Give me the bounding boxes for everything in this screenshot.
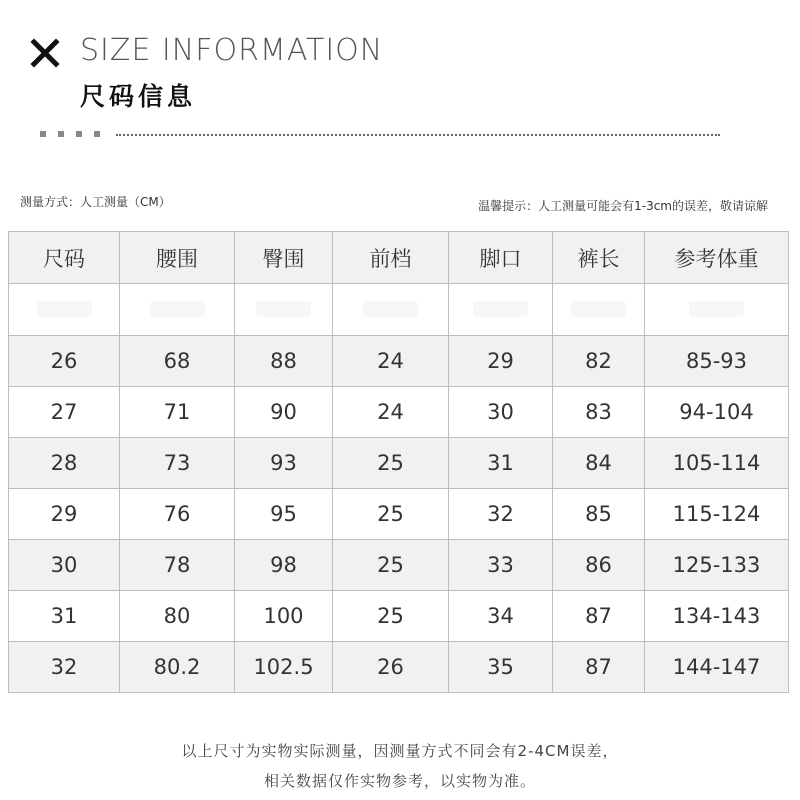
size-table [8,231,789,693]
table-cell: 88 [235,336,333,387]
table-row [9,387,789,438]
blank-cell [120,284,235,336]
table-cell: 30 [9,540,120,591]
blank-cell [645,284,789,336]
column-header: 尺码 [9,232,120,284]
table-cell: 93 [235,438,333,489]
table-cell: 68 [120,336,235,387]
table-row [9,336,789,387]
table-cell: 29 [449,336,553,387]
table-cell: 29 [9,489,120,540]
table-cell: 100 [235,591,333,642]
table-cell: 73 [120,438,235,489]
table-cell: 32 [9,642,120,693]
table-cell: 85 [553,489,645,540]
table-cell: 26 [9,336,120,387]
table-row [9,591,789,642]
table-row [9,540,789,591]
table-cell: 26 [333,642,449,693]
table-cell: 25 [333,489,449,540]
table-cell: 78 [120,540,235,591]
table-cell: 87 [553,642,645,693]
table-cell: 31 [9,591,120,642]
table-cell: 80 [120,591,235,642]
table-cell: 134-143 [645,591,789,642]
table-row [9,438,789,489]
table-cell: 144-147 [645,642,789,693]
blank-row [9,284,789,336]
error-tip-note: 温馨提示：人工测量可能会有1-3cm的误差，敬请谅解 [478,199,768,213]
measurement-method-note: 测量方式：人工测量（CM） [20,195,171,209]
column-header: 裤长 [553,232,645,284]
table-cell: 90 [235,387,333,438]
blank-cell [235,284,333,336]
table-cell: 105-114 [645,438,789,489]
close-icon [30,38,60,68]
blank-cell [9,284,120,336]
table-cell: 76 [120,489,235,540]
dotted-divider [40,130,720,138]
table-cell: 115-124 [645,489,789,540]
footer-disclaimer-line-1: 以上尺寸为实物实际测量，因测量方式不同会有2-4CM误差， [181,742,619,760]
table-cell: 125-133 [645,540,789,591]
table-cell: 33 [449,540,553,591]
table-cell: 95 [235,489,333,540]
table-cell: 35 [449,642,553,693]
table-cell: 25 [333,438,449,489]
table-header-row [9,232,789,284]
blank-cell [333,284,449,336]
blank-cell [449,284,553,336]
column-header: 腰围 [120,232,235,284]
table-cell: 80.2 [120,642,235,693]
column-header: 前档 [333,232,449,284]
blank-cell [553,284,645,336]
table-row [9,489,789,540]
table-cell: 98 [235,540,333,591]
table-cell: 83 [553,387,645,438]
column-header: 参考体重 [645,232,789,284]
table-cell: 31 [449,438,553,489]
table-cell: 28 [9,438,120,489]
table-cell: 87 [553,591,645,642]
table-cell: 82 [553,336,645,387]
table-row [9,642,789,693]
table-cell: 102.5 [235,642,333,693]
table-cell: 24 [333,336,449,387]
title-english: SIZE INFORMATION [80,33,384,68]
table-cell: 25 [333,591,449,642]
table-cell: 32 [449,489,553,540]
table-cell: 85-93 [645,336,789,387]
table-cell: 71 [120,387,235,438]
table-cell: 34 [449,591,553,642]
table-cell: 25 [333,540,449,591]
footer-disclaimer-line-2: 相关数据仅作实物参考，以实物为准。 [263,772,536,790]
table-cell: 27 [9,387,120,438]
table-cell: 30 [449,387,553,438]
title-chinese: 尺码信息 [80,82,197,111]
table-cell: 84 [553,438,645,489]
column-header: 臀围 [235,232,333,284]
table-cell: 94-104 [645,387,789,438]
column-header: 脚口 [449,232,553,284]
table-cell: 86 [553,540,645,591]
table-cell: 24 [333,387,449,438]
